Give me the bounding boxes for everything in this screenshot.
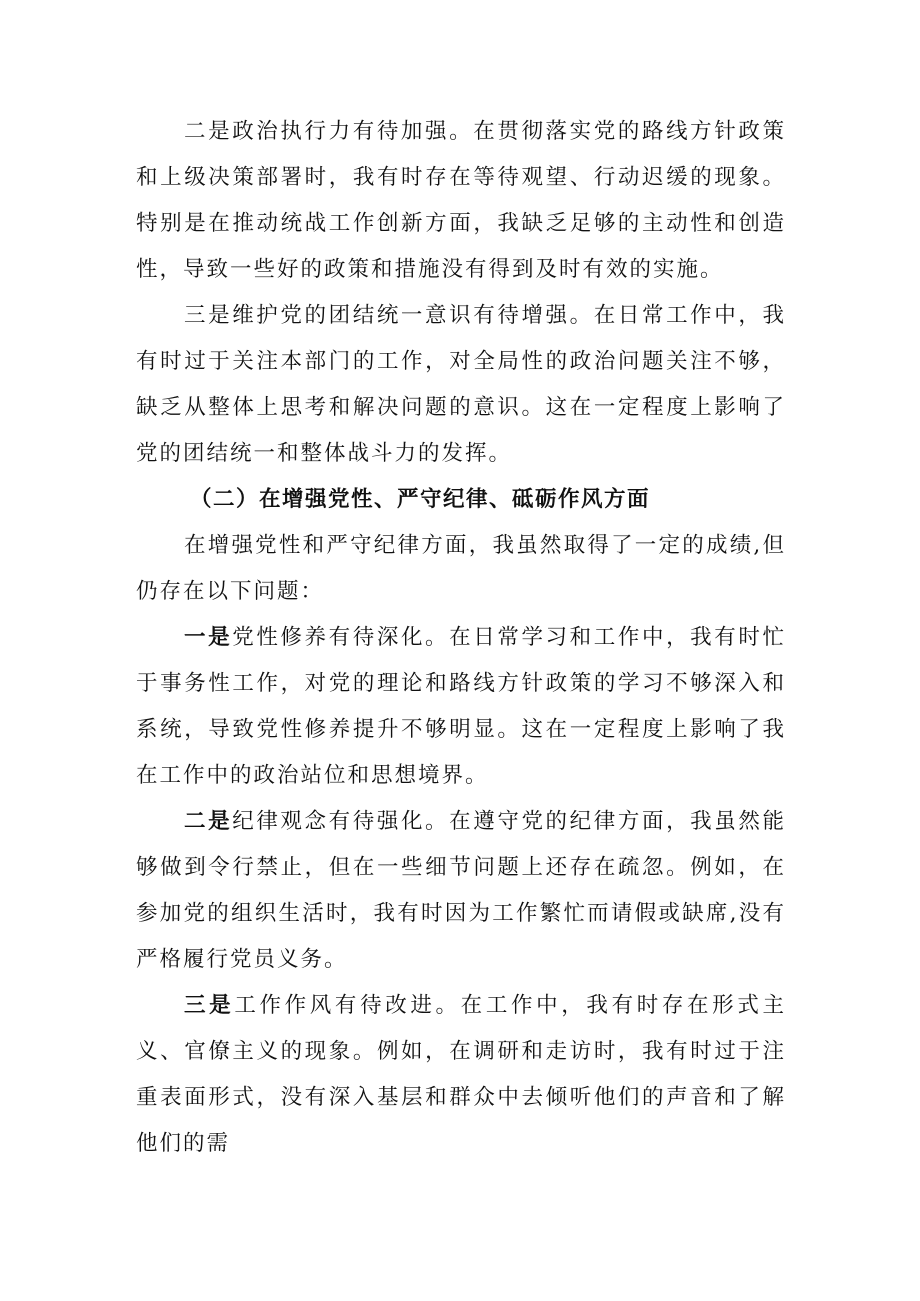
paragraph-political-execution (136, 109, 786, 293)
document-body (136, 109, 786, 1167)
paragraph-party-unity (136, 293, 786, 477)
section-intro: 在增强党性和严守纪律方面，我虽然取得了一定的成绩,但仍存在以下问题： (136, 533, 786, 604)
point-work-style (136, 983, 786, 1167)
point-lead: 一是 (184, 625, 233, 650)
point-text: 党性修养有待深化。在日常学习和工作中，我有时忙于事务性工作，对党的理论和路线方针政策的学习不够深入和系统，导致党性修养提升不够明显。这在一定程度上影响了我在工作中的政治站位和思想境界。 (136, 625, 786, 788)
point-party-spirit (136, 615, 786, 799)
point-text: 工作作风有待改进。在工作中，我有时存在形式主义、官僚主义的现象。例如，在调研和走访时，我有时过于注重表面形式，没有深入基层和群众中去倾听他们的声音和了解他们的需 (136, 993, 786, 1156)
point-lead: 三是 (184, 993, 235, 1018)
point-lead: 二是 (184, 809, 233, 834)
paragraph-text: 三是维护党的团结统一意识有待增强。在日常工作中，我有时过于关注本部门的工作，对全局性的政治问题关注不够，缺乏从整体上思考和解决问题的意识。这在一定程度上影响了党的团结统一和整体战斗力的发挥。 (136, 303, 786, 466)
point-discipline (136, 799, 786, 983)
point-text: 纪律观念有待强化。在遵守党的纪律方面，我虽然能够做到令行禁止，但在一些细节问题上还存在疏忽。例如，在参加党的组织生活时，我有时因为工作繁忙而请假或缺席,没有严格履行党员义务。 (136, 809, 786, 972)
paragraph-text: 二是政治执行力有待加强。在贯彻落实党的路线方针政策和上级决策部署时，我有时存在等待观望、行动迟缓的现象。特别是在推动统战工作创新方面，我缺乏足够的主动性和创造性，导致一些好的政策和措施没有得到及时有效的实施。 (136, 119, 786, 282)
section-heading: （二）在增强党性、严守纪律、砥砺作风方面 (190, 487, 651, 512)
